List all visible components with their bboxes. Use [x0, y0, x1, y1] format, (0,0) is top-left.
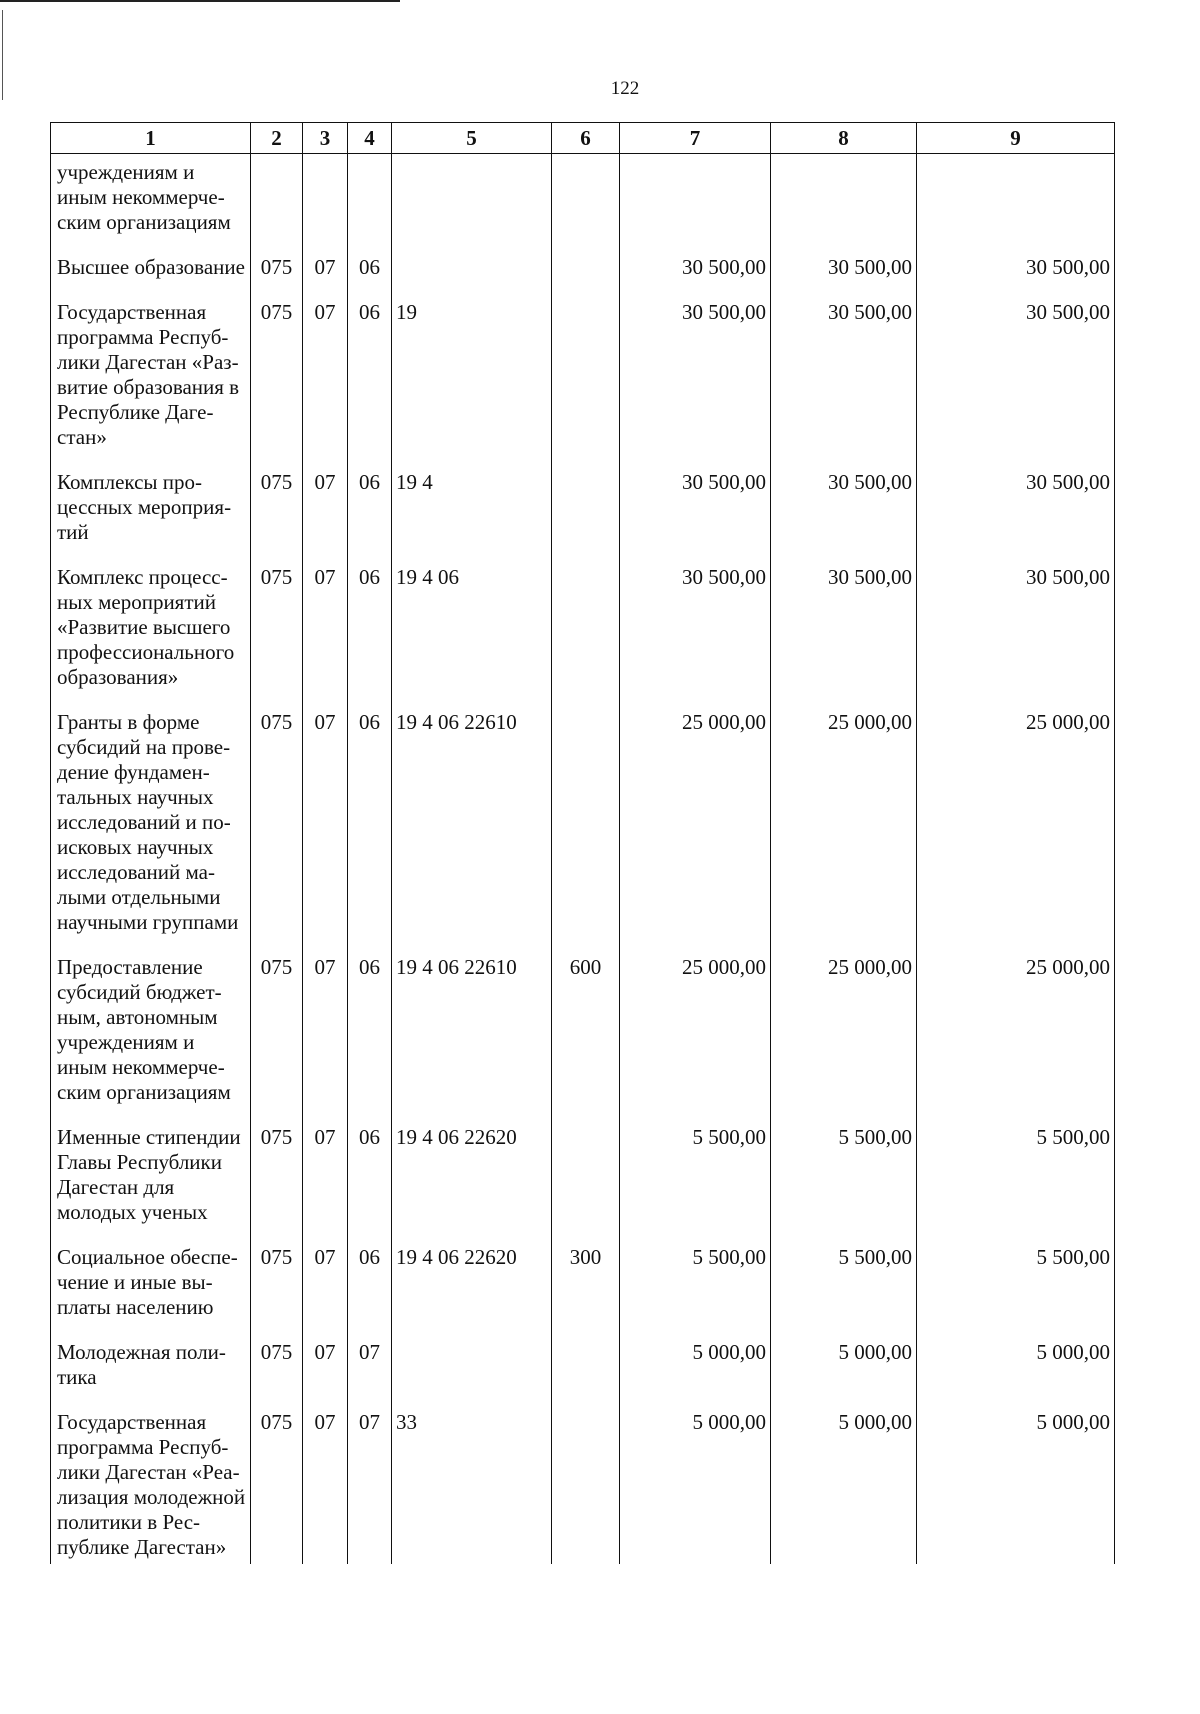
code-cell: 075 [251, 1113, 303, 1233]
row-name: Предоставление субсидий бюджетным, автономным учреждениям и иным некоммерческим организациям [51, 943, 251, 1113]
code-cell: 06 [348, 1233, 392, 1328]
code-cell: 07 [303, 553, 348, 698]
amount-cell: 25 000,00 [771, 943, 917, 1113]
amount-cell: 30 500,00 [917, 553, 1115, 698]
row-name: Именные стипендии Главы Республики Дагестан для молодых ученых [51, 1113, 251, 1233]
expense-type-cell [552, 458, 620, 553]
target-article-cell: 19 4 06 22620 [392, 1113, 552, 1233]
code-cell: 07 [303, 1233, 348, 1328]
target-article-cell: 33 [392, 1398, 552, 1564]
expense-type-cell [552, 1328, 620, 1398]
row-name: учреждениям и иным некоммерческим организациям [51, 154, 251, 244]
table-row [51, 154, 1115, 244]
row-name: Социальное обеспечение и иные выплаты населению [51, 1233, 251, 1328]
code-cell: 06 [348, 288, 392, 458]
code-cell: 06 [348, 943, 392, 1113]
table-row [51, 943, 1115, 1113]
column-header: 1 [51, 123, 251, 154]
amount-cell [917, 154, 1115, 244]
amount-cell: 5 000,00 [771, 1328, 917, 1398]
column-header: 9 [917, 123, 1115, 154]
code-cell [303, 154, 348, 244]
code-cell: 07 [303, 943, 348, 1113]
code-cell: 06 [348, 458, 392, 553]
expense-type-cell [552, 1113, 620, 1233]
code-cell [251, 154, 303, 244]
amount-cell: 5 000,00 [620, 1398, 771, 1564]
code-cell: 07 [303, 698, 348, 943]
column-header: 4 [348, 123, 392, 154]
row-name: Государственная программа Республики Дагестан «Реализация молодежной политики в Республике Дагестан» [51, 1398, 251, 1564]
amount-cell: 5 500,00 [771, 1113, 917, 1233]
header-row [51, 123, 1115, 154]
amount-cell: 25 000,00 [917, 698, 1115, 943]
table-row [51, 243, 1115, 288]
target-article-cell: 19 4 06 22610 [392, 943, 552, 1113]
amount-cell: 30 500,00 [771, 243, 917, 288]
amount-cell: 25 000,00 [620, 698, 771, 943]
amount-cell: 25 000,00 [917, 943, 1115, 1113]
expense-type-cell [552, 553, 620, 698]
page-number: 122 [610, 78, 640, 99]
row-name: Комплексы процессных мероприятий [51, 458, 251, 553]
target-article-cell: 19 4 06 22610 [392, 698, 552, 943]
column-header: 8 [771, 123, 917, 154]
amount-cell: 30 500,00 [771, 458, 917, 553]
column-header: 5 [392, 123, 552, 154]
code-cell: 06 [348, 243, 392, 288]
expense-type-cell [552, 1398, 620, 1564]
target-article-cell [392, 154, 552, 244]
code-cell: 075 [251, 1398, 303, 1564]
amount-cell: 30 500,00 [620, 243, 771, 288]
amount-cell: 5 500,00 [771, 1233, 917, 1328]
code-cell [348, 154, 392, 244]
amount-cell: 30 500,00 [917, 288, 1115, 458]
table-row [51, 698, 1115, 943]
code-cell: 075 [251, 243, 303, 288]
code-cell: 07 [348, 1398, 392, 1564]
expense-type-cell [552, 243, 620, 288]
top-rule [0, 0, 400, 2]
amount-cell: 30 500,00 [620, 458, 771, 553]
column-header: 2 [251, 123, 303, 154]
code-cell: 075 [251, 288, 303, 458]
row-name: Молодежная политика [51, 1328, 251, 1398]
amount-cell: 30 500,00 [771, 553, 917, 698]
code-cell: 06 [348, 553, 392, 698]
row-name: Государственная программа Республики Дагестан «Развитие образования в Республике Дагестан» [51, 288, 251, 458]
amount-cell: 30 500,00 [917, 458, 1115, 553]
code-cell: 075 [251, 553, 303, 698]
column-header: 6 [552, 123, 620, 154]
table-row [51, 288, 1115, 458]
amount-cell: 5 000,00 [917, 1328, 1115, 1398]
target-article-cell [392, 1328, 552, 1398]
target-article-cell: 19 [392, 288, 552, 458]
amount-cell: 30 500,00 [620, 288, 771, 458]
amount-cell: 5 000,00 [917, 1398, 1115, 1564]
code-cell: 075 [251, 698, 303, 943]
expense-type-cell: 600 [552, 943, 620, 1113]
amount-cell: 25 000,00 [771, 698, 917, 943]
table-row [51, 1328, 1115, 1398]
budget-table [50, 122, 1115, 1564]
table-row [51, 1113, 1115, 1233]
target-article-cell [392, 243, 552, 288]
amount-cell [771, 154, 917, 244]
code-cell: 07 [303, 288, 348, 458]
table-row [51, 458, 1115, 553]
table-row [51, 1233, 1115, 1328]
amount-cell [620, 154, 771, 244]
expense-type-cell: 300 [552, 1233, 620, 1328]
amount-cell: 5 000,00 [771, 1398, 917, 1564]
code-cell: 06 [348, 1113, 392, 1233]
amount-cell: 5 500,00 [917, 1233, 1115, 1328]
amount-cell: 30 500,00 [771, 288, 917, 458]
expense-type-cell [552, 288, 620, 458]
table-row [51, 1398, 1115, 1564]
code-cell: 07 [303, 1328, 348, 1398]
column-header: 7 [620, 123, 771, 154]
amount-cell: 5 500,00 [620, 1113, 771, 1233]
code-cell: 06 [348, 698, 392, 943]
target-article-cell: 19 4 [392, 458, 552, 553]
expense-type-cell [552, 698, 620, 943]
expense-type-cell [552, 154, 620, 244]
code-cell: 07 [303, 243, 348, 288]
row-name: Гранты в форме субсидий на проведение фундаментальных научных исследований и поисковых научных исследований малыми отдельными научными группами [51, 698, 251, 943]
amount-cell: 30 500,00 [917, 243, 1115, 288]
amount-cell: 5 500,00 [620, 1233, 771, 1328]
row-name: Комплекс процессных мероприятий «Развитие высшего профессионального образования» [51, 553, 251, 698]
code-cell: 075 [251, 943, 303, 1113]
code-cell: 075 [251, 1233, 303, 1328]
code-cell: 07 [303, 458, 348, 553]
code-cell: 075 [251, 1328, 303, 1398]
amount-cell: 5 500,00 [917, 1113, 1115, 1233]
amount-cell: 5 000,00 [620, 1328, 771, 1398]
column-header: 3 [303, 123, 348, 154]
target-article-cell: 19 4 06 22620 [392, 1233, 552, 1328]
amount-cell: 30 500,00 [620, 553, 771, 698]
code-cell: 075 [251, 458, 303, 553]
target-article-cell: 19 4 06 [392, 553, 552, 698]
code-cell: 07 [348, 1328, 392, 1398]
table-row [51, 553, 1115, 698]
amount-cell: 25 000,00 [620, 943, 771, 1113]
row-name: Высшее образование [51, 243, 251, 288]
code-cell: 07 [303, 1113, 348, 1233]
code-cell: 07 [303, 1398, 348, 1564]
